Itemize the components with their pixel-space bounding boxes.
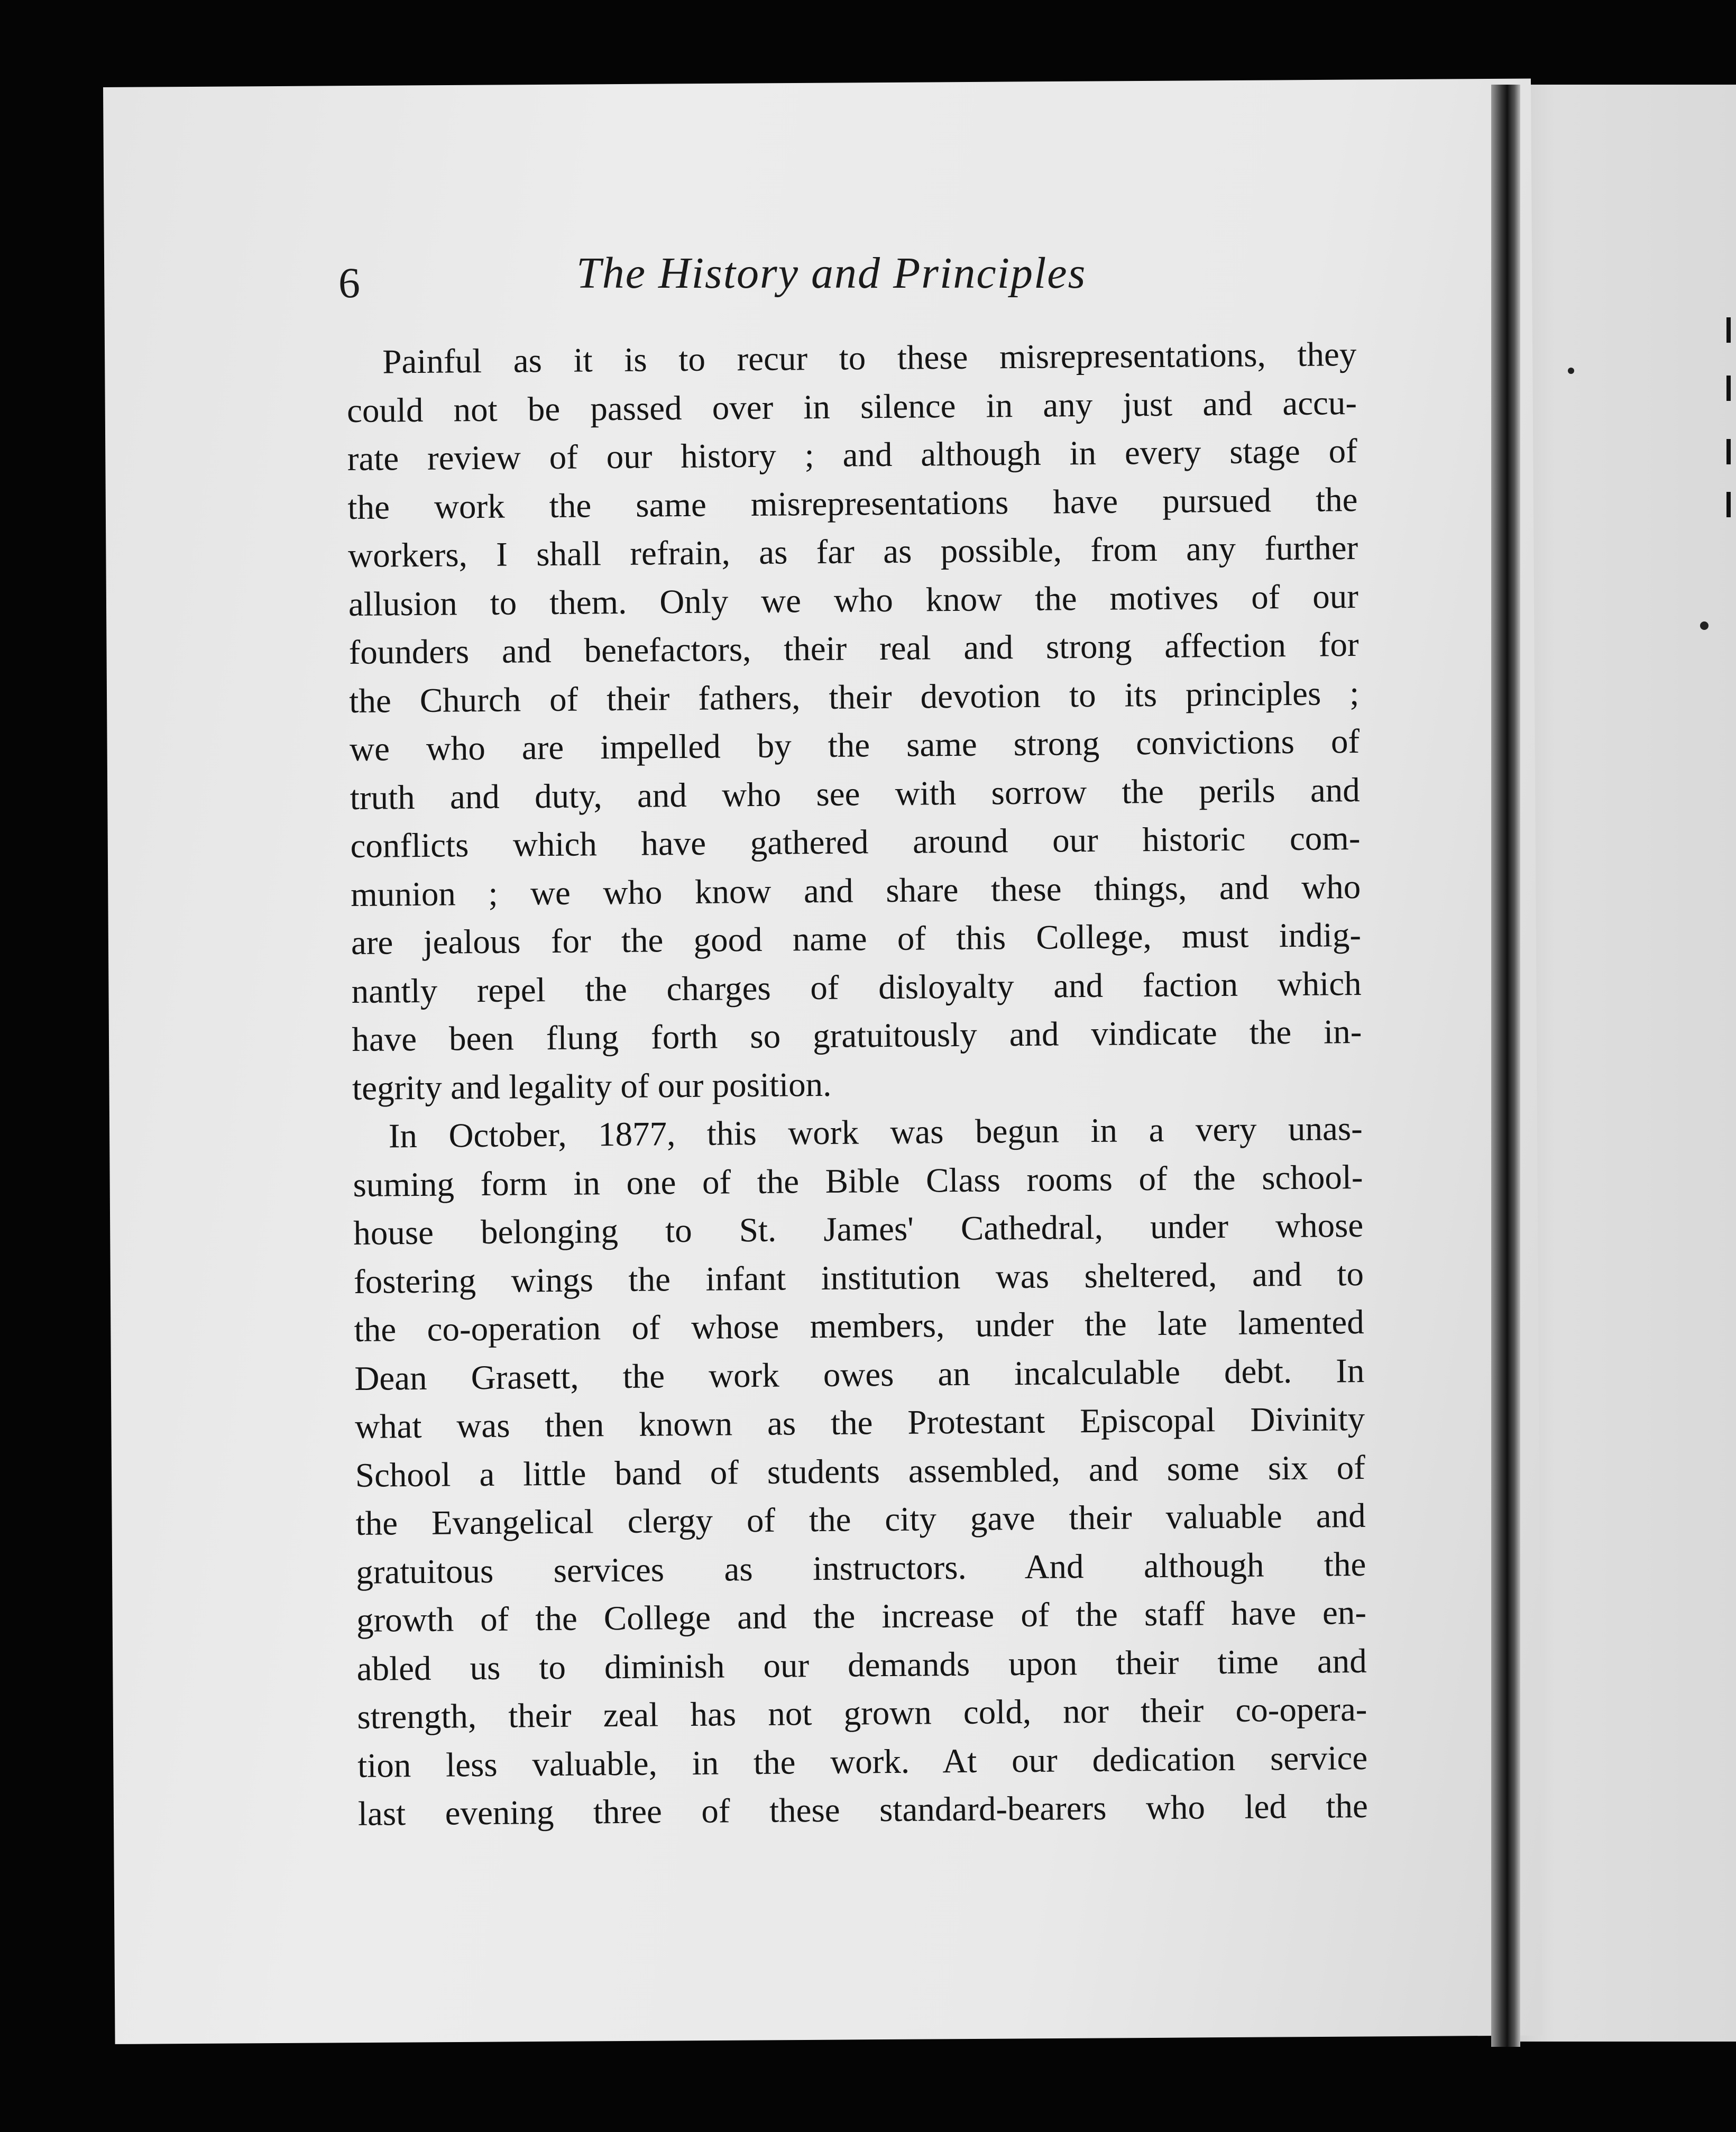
- text-line: conflicts which have gathered around our historic com-: [350, 819, 1361, 865]
- text-line: the Church of their fathers, their devotion to its principles ;: [349, 674, 1360, 720]
- text-line: founders and benefactors, their real and strong affection for: [348, 625, 1359, 672]
- text-line: last evening three of these standard-bearers who led the: [357, 1787, 1368, 1833]
- paragraph-2: [352, 1105, 1368, 1838]
- text-line: tion less valuable, in the work. At our dedication service: [357, 1738, 1368, 1785]
- text-line: house belonging to St. James' Cathedral, under whose: [353, 1206, 1364, 1252]
- facing-page-edge: [1510, 85, 1736, 2042]
- text-line: are jealous for the good name of this College, must indig-: [351, 916, 1362, 962]
- speck: [1700, 621, 1709, 630]
- page-number: 6: [338, 259, 360, 307]
- text-line: rate review of our history ; and although in every stage of: [347, 432, 1358, 478]
- text-line: have been flung forth so gratuitously and vindicate the in-: [352, 1012, 1362, 1059]
- paragraph-1: [346, 331, 1362, 1113]
- text-line: we who are impelled by the same strong convictions of: [349, 722, 1360, 768]
- text-line: the co-operation of whose members, under the late lamented: [354, 1303, 1364, 1349]
- text-line: nantly repel the charges of disloyalty and faction which: [351, 964, 1362, 1011]
- text-line: truth and duty, and who see with sorrow the perils and: [350, 771, 1361, 817]
- text-line: munion ; we who know and share these things, and who: [350, 867, 1361, 914]
- text-line: the work the same misrepresentations have pursued the: [347, 480, 1358, 527]
- text-line: School a little band of students assembled, and some six of: [355, 1448, 1366, 1495]
- text-line: growth of the College and the increase of the staff have en-: [356, 1593, 1367, 1640]
- text-line: workers, I shall refrain, as far as possible, from any further: [347, 528, 1358, 575]
- text-line: tegrity and legality of our position.: [352, 1065, 832, 1108]
- text-line: could not be passed over in silence in any just and accu-: [346, 383, 1357, 430]
- text-line: In October, 1877, this work was begun in a very unas-: [388, 1109, 1363, 1156]
- facing-page-mark: [1726, 492, 1731, 517]
- text-line: what was then known as the Protestant Episcopal Divinity: [354, 1399, 1365, 1446]
- facing-page-mark: [1726, 376, 1731, 401]
- text-line: Painful as it is to recur to these misrepresentations, they: [382, 335, 1357, 381]
- book-gutter: [1491, 85, 1520, 2047]
- text-line: fostering wings the infant institution was sheltered, and to: [353, 1255, 1364, 1301]
- text-line: the Evangelical clergy of the city gave their valuable and: [355, 1496, 1366, 1543]
- text-line: allusion to them. Only we who know the motives of our: [348, 577, 1359, 624]
- facing-page-mark: [1726, 317, 1731, 343]
- text-line: gratuitous services as instructors. And although the: [356, 1545, 1366, 1591]
- running-title: The History and Principles: [576, 249, 1087, 298]
- text-line: abled us to diminish our demands upon their time and: [356, 1642, 1367, 1688]
- text-line: Dean Grasett, the work owes an incalculable debt. In: [354, 1351, 1365, 1398]
- speck: [1568, 368, 1574, 374]
- body-text: [346, 331, 1368, 1838]
- text-line: suming form in one of the Bible Class rooms of the school-: [353, 1158, 1363, 1204]
- running-head: [338, 242, 1290, 311]
- facing-page-marks: [1721, 317, 1736, 529]
- text-line: strength, their zeal has not grown cold, nor their co-opera-: [357, 1690, 1367, 1736]
- facing-page-mark: [1726, 439, 1731, 464]
